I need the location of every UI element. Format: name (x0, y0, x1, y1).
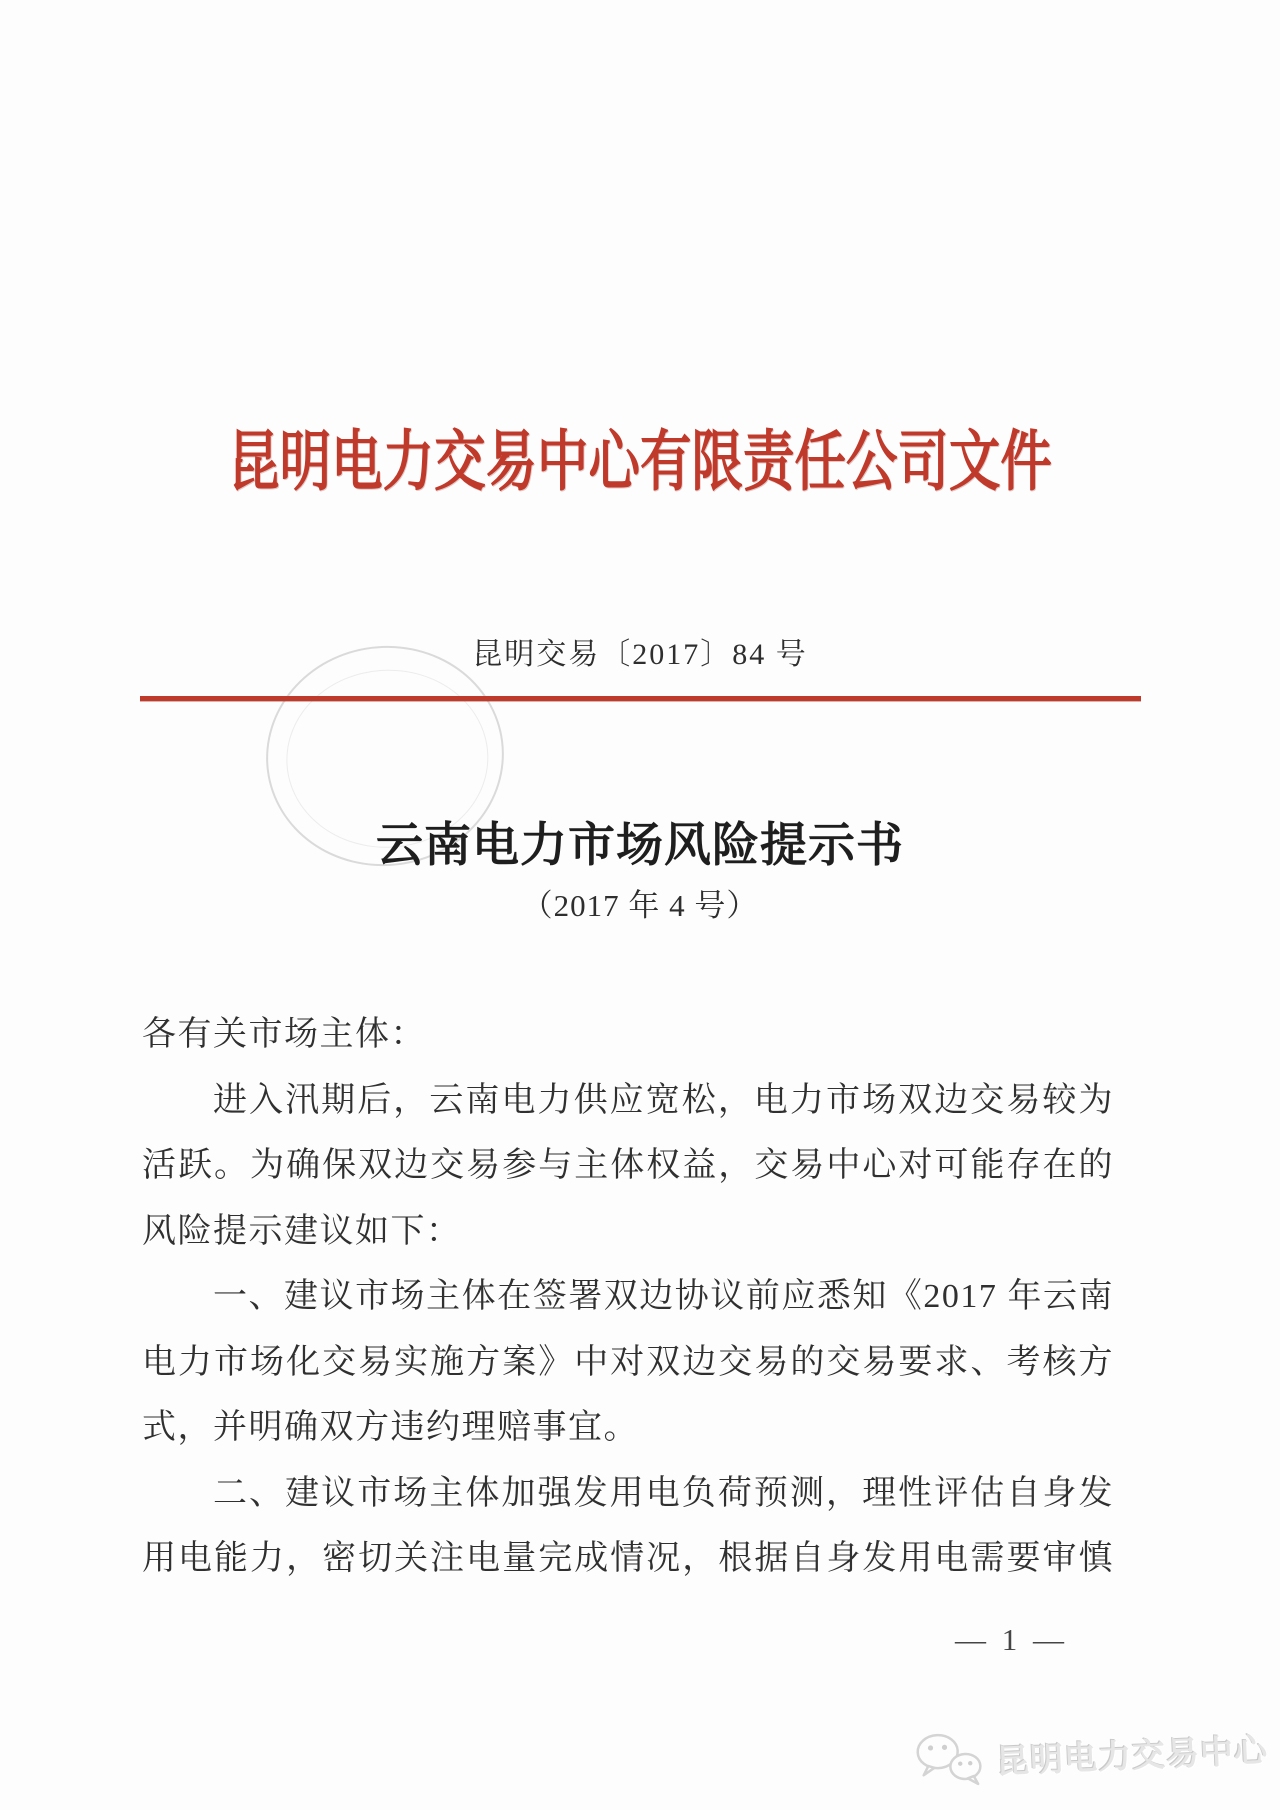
body-line: 电力市场化交易实施方案》中对双边交易的交易要求、考核方 (142, 1343, 1114, 1381)
red-divider-line (140, 696, 1141, 701)
document-number: 昆明交易〔2017〕84 号 (472, 638, 808, 671)
body-line: 风险提示建议如下： (142, 1212, 462, 1250)
body-line: 一、建议市场主体在签署双边协议前应悉知《2017 年云南 (213, 1278, 1114, 1315)
body-line: 用电能力，密切关注电量完成情况，根据自身发用电需要审慎 (142, 1540, 1114, 1577)
footer-logo (911, 1714, 1270, 1796)
body-line: 式，并明确双方违约理赔事宜。 (142, 1409, 639, 1446)
footer-logo-text: 昆明电力交易中心 (995, 1731, 1269, 1781)
body-line: 活跃。为确保双边交易参与主体权益，交易中心对可能存在的 (142, 1147, 1114, 1184)
document-issue-number: （2017 年 4 号） (521, 888, 759, 923)
body-line: 进入汛期后，云南电力供应宽松，电力市场双边交易较为 (213, 1081, 1114, 1119)
document-title: 云南电力市场风险提示书 (376, 820, 904, 872)
page-number: — 1 — (955, 1622, 1068, 1657)
document-body (142, 1002, 1114, 1592)
wechat-icon (911, 1726, 990, 1796)
body-line-salutation: 各有关市场主体： (142, 1016, 426, 1053)
body-line: 二、建议市场主体加强发用电负荷预测，理性评估自身发 (213, 1474, 1114, 1512)
org-header-title: 昆明电力交易中心有限责任公司文件 (228, 426, 1052, 499)
